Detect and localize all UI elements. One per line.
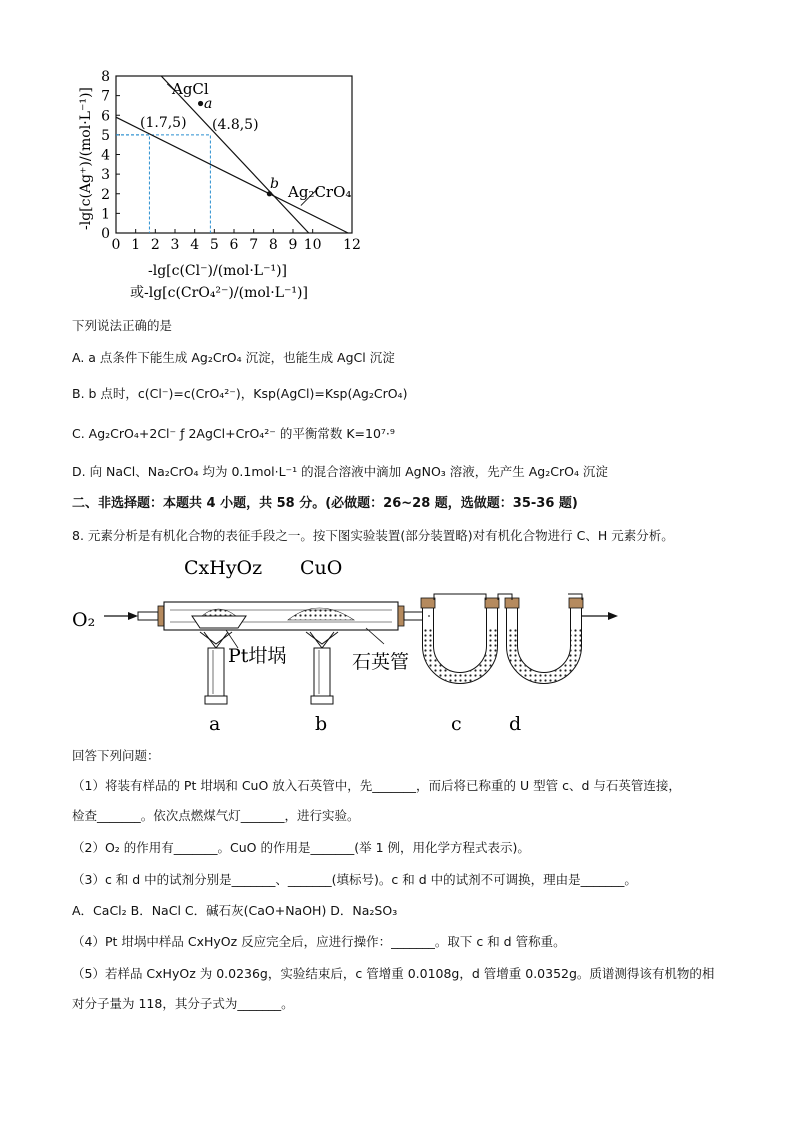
- q8-intro: 8. 元素分析是有机化合物的表征手段之一。按下图实验装置(部分装置略)对有机化合物进行 C、H 元素分析。: [72, 528, 674, 543]
- x-tick-label: 5: [209, 237, 219, 253]
- burner-a: [200, 632, 232, 704]
- annotation-4-8-5: (4.8,5): [212, 117, 259, 133]
- x-tick-label: 12: [343, 237, 361, 253]
- question-stem: 下列说法正确的是: [72, 318, 173, 333]
- o2-label: O₂: [72, 609, 96, 631]
- x-tick-label: 10: [303, 237, 322, 253]
- point-b-label: b: [270, 176, 279, 192]
- series-line-agcl: [161, 76, 309, 233]
- x-tick-label: 3: [170, 237, 180, 253]
- series-label-ag2cro4: Ag₂CrO₄: [288, 183, 352, 201]
- label-a: a: [209, 713, 221, 735]
- guide-line: [116, 135, 149, 233]
- annotation-1-7-5: (1.7,5): [140, 115, 187, 131]
- option-a: A. a 点条件下能生成 Ag₂CrO₄ 沉淀，也能生成 AgCl 沉淀: [72, 350, 395, 365]
- left-stopper: [158, 606, 164, 626]
- ksp-chart: [60, 70, 380, 310]
- answer-prompt: 回答下列问题：: [72, 748, 160, 763]
- y-tick-label: 3: [101, 167, 110, 184]
- x-axis-label-1: -lg[c(Cl⁻)/(mol·L⁻¹)]: [148, 263, 288, 279]
- y-tick-label: 2: [101, 186, 110, 203]
- point-a-label: a: [204, 96, 213, 112]
- burner-b: [306, 632, 338, 704]
- y-tick-label: 0: [101, 226, 110, 242]
- x-axis-label-2: 或-lg[c(CrO₄²⁻)/(mol·L⁻¹)]: [130, 285, 308, 301]
- q8-part4: （4）Pt 坩埚中样品 CxHyOz 反应完全后，应进行操作：_______。取下 c 和 d 管称重。: [72, 934, 566, 949]
- point-a-marker: [198, 101, 203, 106]
- option-d: D. 向 NaCl、Na₂CrO₄ 均为 0.1mol·L⁻¹ 的混合溶液中滴加 AgNO₃ 溶液，先产生 Ag₂CrO₄ 沉淀: [72, 464, 608, 479]
- x-tick-label: 7: [249, 237, 259, 253]
- option-b: B. b 点时，c(Cl⁻)=c(CrO₄²⁻)，Ksp(AgCl)=Ksp(Ag₂CrO₄): [72, 386, 408, 401]
- right-stopper: [398, 606, 404, 626]
- y-tick-label: 8: [101, 70, 110, 85]
- cuo-label: CuO: [300, 557, 343, 579]
- outlet-arrowhead-icon: [608, 612, 618, 620]
- u-tube-d: [505, 598, 583, 678]
- y-axis-label: -lg[c(Ag⁺)/(mol·L⁻¹)]: [78, 87, 94, 230]
- q8-part2: （2）O₂ 的作用有_______。CuO 的作用是_______(举 1 例，用化学方程式表示)。: [72, 840, 530, 855]
- q8-part3: （3）c 和 d 中的试剂分别是_______、_______(填标号)。c 和 d 中的试剂不可调换，理由是_______。: [72, 872, 637, 887]
- x-tick-label: 6: [229, 237, 239, 253]
- x-tick-label: 8: [268, 237, 278, 253]
- y-tick-label: 4: [101, 147, 110, 164]
- label-d: d: [509, 713, 522, 735]
- q8-part5-line1: （5）若样品 CxHyOz 为 0.0236g，实验结束后，c 管增重 0.0108g，d 管增重 0.0352g。质谱测得该有机物的相: [72, 966, 715, 981]
- q8-part1-line1: （1）将装有样品的 Pt 坩埚和 CuO 放入石英管中，先_______，而后将已称重的 U 型管 c、d 与石英管连接，: [72, 778, 681, 793]
- plot-frame: [116, 76, 352, 233]
- x-tick-label: 1: [131, 237, 141, 253]
- y-tick-label: 7: [101, 88, 110, 105]
- y-tick-label: 6: [101, 108, 110, 125]
- x-tick-label: 4: [190, 237, 200, 253]
- y-tick-label: 5: [101, 127, 110, 144]
- o2-arrowhead-icon: [128, 612, 138, 620]
- series-label-agcl: AgCl: [172, 80, 209, 98]
- option-c: C. Ag₂CrO₄+2Cl⁻ ƒ 2AgCl+CrO₄²⁻ 的平衡常数 K=10⁷·⁹: [72, 426, 395, 441]
- tube-label: 石英管: [352, 651, 410, 673]
- guide-line: [116, 135, 210, 233]
- section-heading: 二、非选择题：本题共 4 小题，共 58 分。(必做题：26~28 题，选做题：35-36 题): [72, 496, 578, 511]
- x-tick-label: 0: [111, 237, 121, 253]
- y-tick-label: 1: [101, 206, 110, 223]
- u-tube-c: [421, 598, 499, 678]
- label-c: c: [451, 713, 462, 735]
- pt-crucible: [192, 616, 246, 628]
- sample-label: CxHyOz: [184, 557, 263, 579]
- series-line-ag2cro4: [116, 117, 348, 233]
- q8-part5-line2: 对分子量为 118，其分子式为_______。: [72, 996, 294, 1011]
- crucible-label: Pt坩埚: [228, 645, 287, 667]
- x-tick-label: 2: [150, 237, 160, 253]
- x-tick-label: 9: [288, 237, 298, 253]
- apparatus-diagram: [68, 548, 628, 738]
- q8-part3-options: A．CaCl₂ B．NaCl C．碱石灰(CaO+NaOH) D．Na₂SO₃: [72, 903, 398, 918]
- label-b: b: [315, 713, 328, 735]
- q8-part1-line2: 检查_______。依次点燃煤气灯_______，进行实验。: [72, 808, 360, 823]
